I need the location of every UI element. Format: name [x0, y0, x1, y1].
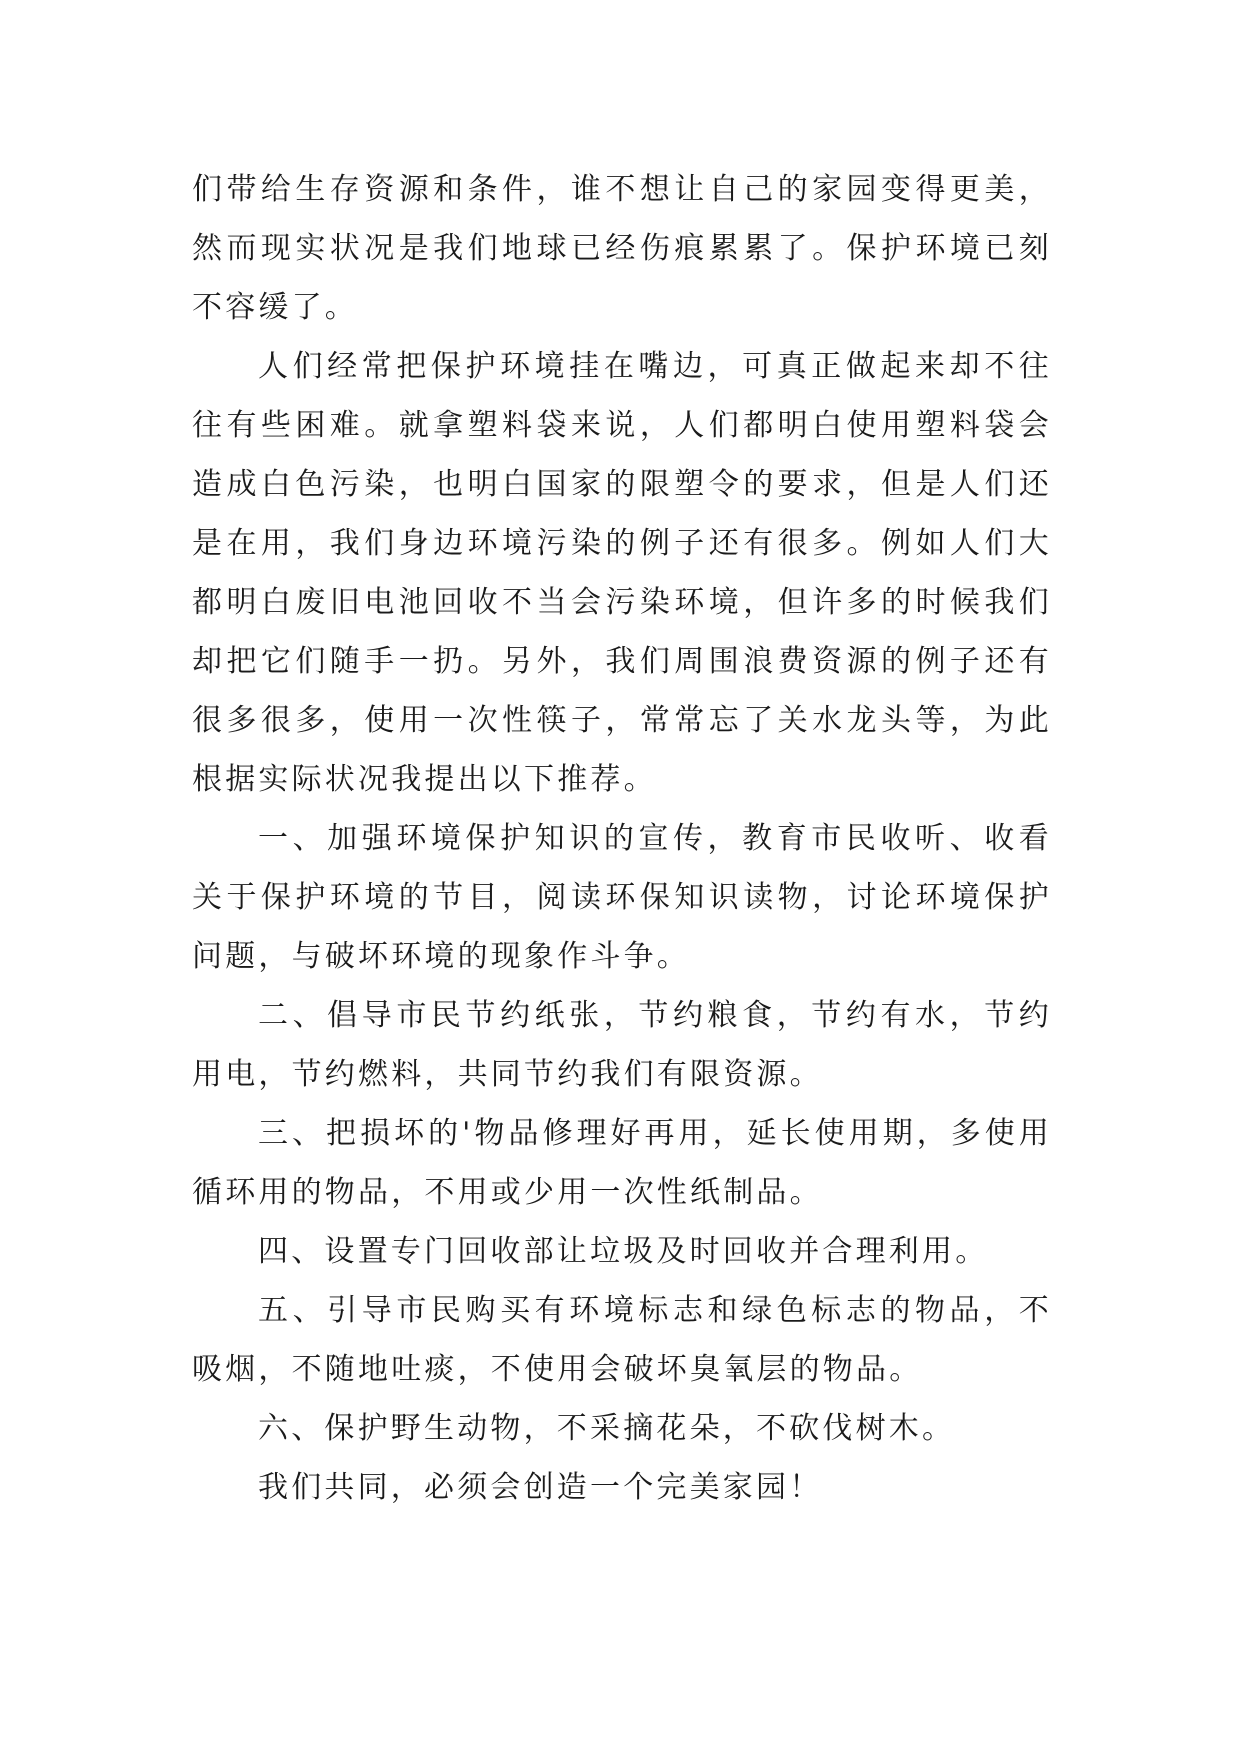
recommendation-5: 五、引导市民购买有环境标志和绿色标志的物品，不吸烟，不随地吐痰，不使用会破坏臭氧层的物品。	[192, 1293, 1052, 1387]
closing-paragraph: 我们共同，必须会创造一个完美家园！	[258, 1470, 823, 1505]
document-body	[192, 160, 1052, 1517]
recommendation-6: 六、保护野生动物，不采摘花朵，不砍伐树木。	[258, 1411, 956, 1446]
recommendation-4: 四、设置专门回收部让垃圾及时回收并合理利用。	[258, 1234, 989, 1269]
recommendation-3: 三、把损坏的'物品修理好再用，延长使用期，多使用循环用的物品，不用或少用一次性纸制品。	[192, 1116, 1052, 1210]
paragraph-continuation: 们带给生存资源和条件，谁不想让自己的家园变得更美，然而现实状况是我们地球已经伤痕累累了。保护环境已刻不容缓了。	[192, 172, 1052, 325]
recommendation-1: 一、加强环境保护知识的宣传，教育市民收听、收看关于保护环境的节目，阅读环保知识读物，讨论环境保护问题，与破坏环境的现象作斗争。	[192, 821, 1052, 974]
recommendation-2: 二、倡导市民节约纸张，节约粮食，节约有水，节约用电，节约燃料，共同节约我们有限资源。	[192, 998, 1052, 1092]
paragraph-plastic-bags: 人们经常把保护环境挂在嘴边，可真正做起来却不往往有些困难。就拿塑料袋来说，人们都明白使用塑料袋会造成白色污染，也明白国家的限塑令的要求，但是人们还是在用，我们身边环境污染的例子还有很多。例如人们大都明白废旧电池回收不当会污染环境，但许多的时候我们却把它们随手一扔。另外，我们周围浪费资源的例子还有很多很多，使用一次性筷子，常常忘了关水龙头等，为此根据实际状况我提出以下推荐。	[192, 349, 1052, 797]
